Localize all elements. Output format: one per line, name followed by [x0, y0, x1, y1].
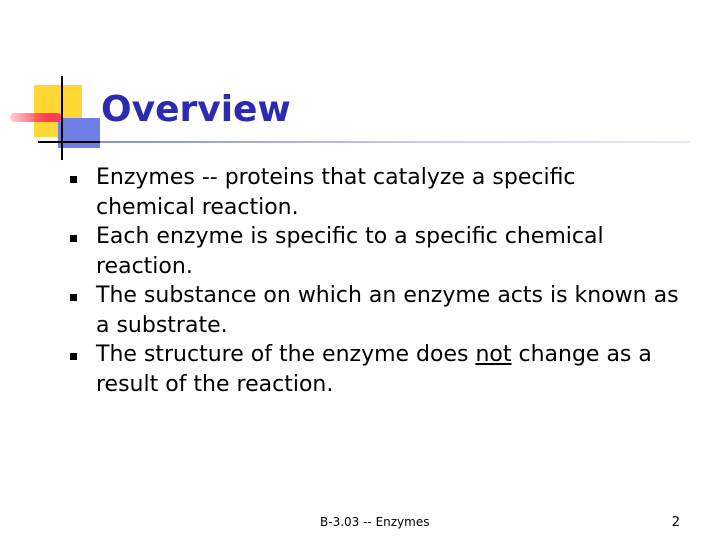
title-decoration	[0, 0, 110, 170]
title-underline-rule	[100, 141, 690, 143]
decoration-red-bar	[10, 113, 62, 122]
decoration-horizontal-line	[38, 141, 108, 143]
bullet-list	[70, 163, 680, 399]
bullet-text: Enzymes -- proteins that catalyze a specific chemical reaction.	[96, 165, 576, 220]
bullet-square-icon	[70, 353, 77, 360]
decoration-blue-square	[58, 118, 100, 148]
bullet-text-before: The structure of the enzyme does	[96, 342, 476, 367]
bullet-item	[70, 281, 680, 340]
bullet-text: The substance on which an enzyme acts is known as a substrate.	[96, 283, 679, 338]
bullet-text: Each enzyme is specific to a specific chemical reaction.	[96, 224, 604, 279]
bullet-square-icon	[70, 294, 77, 301]
bullet-square-icon	[70, 235, 77, 242]
slide-footer: B-3.03 -- Enzymes	[320, 515, 430, 529]
bullet-square-icon	[70, 176, 77, 183]
slide-title: Overview	[101, 89, 291, 130]
bullet-item	[70, 163, 680, 222]
bullet-emphasis-word: not	[475, 342, 512, 367]
page-number: 2	[671, 515, 680, 530]
bullet-item	[70, 222, 680, 281]
decoration-vertical-line	[61, 76, 63, 160]
bullet-text-after: change as a result of the reaction.	[96, 342, 652, 397]
bullet-item	[70, 340, 680, 399]
